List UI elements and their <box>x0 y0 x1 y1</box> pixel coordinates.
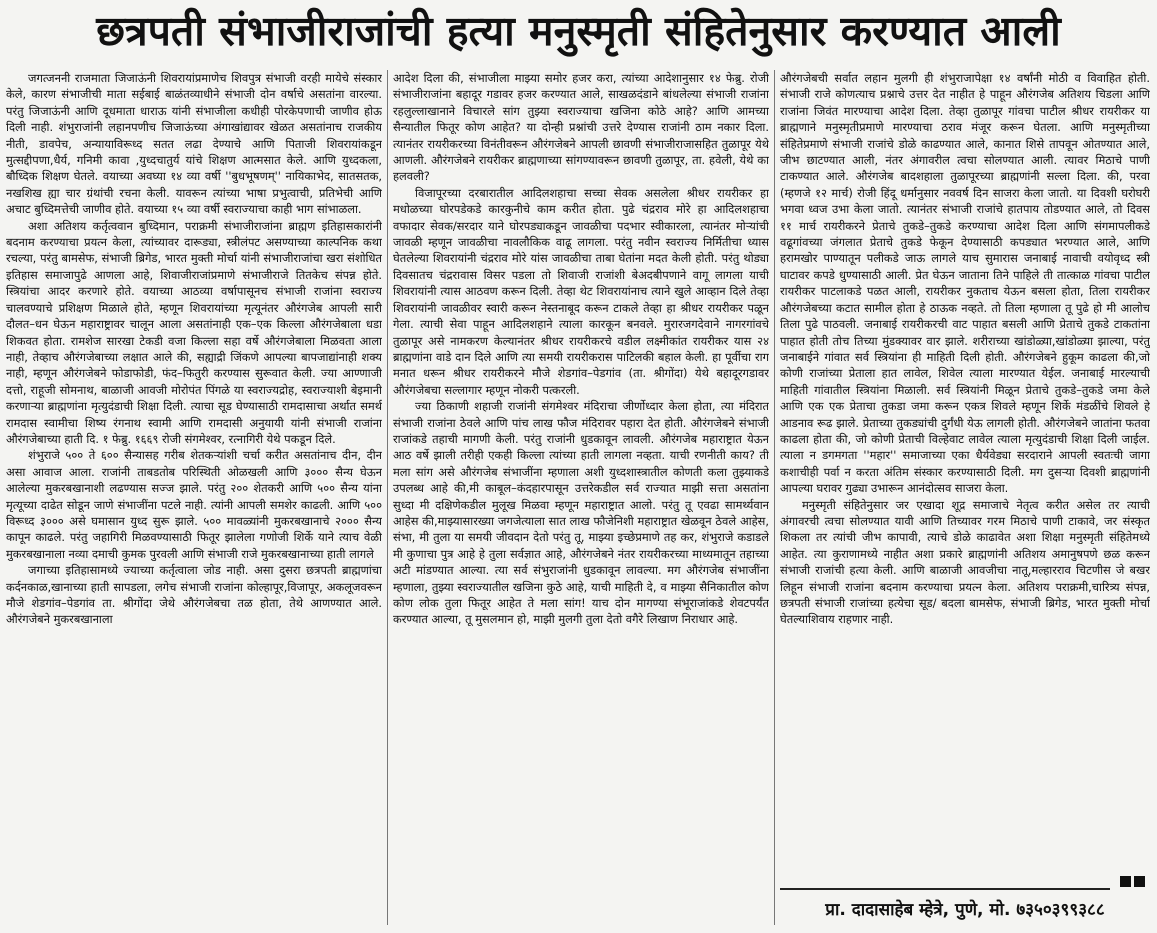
byline-rule <box>780 888 1110 890</box>
author-byline: प्रा. दादासाहेब म्हेत्रे, पुणे, मो. ७३५०३९९३८८ <box>825 900 1105 920</box>
paragraph: विजापूरच्या दरबारातील आदिलशहाचा सच्चा सेवक असलेला श्रीधर रायरीकर हा मधोळच्या घोरपडेकडे कारकुनीचे काम करीत होता. पुढे चंद्रराव मोरे हा आदिलशहाचा वफादार सेवक/सरदार याने घोरपड्याकडून जावळीचा पदभार स्वीकारला, त्यानंतर मोऱ्यांची जावळी म्हणून जावळीचा नावलौकिक वाढू लागला. परंतु नवीन स्वराज्य निर्मितीचा ध्यास घेतलेल्या शिवरायांनी चंद्रराव मोरे यांस जावळीचा ताबा घेतांना मदत केली होती. परंतु थोड्या दिवसातच चंद्ररावास विसर पडला तो शिवाजी राजांशी बेअदबीपणाने वागू लागला याची शिवरायांनी त्यास आठवण करून दिली. तेव्हा थेट शिवरायांनाच त्याने खुले आव्हान दिले तेव्हा शिवरायांनी जावळीवर स्वारी करून नेस्तनाबूद करून टाकले तेव्हा हा श्रीधर रायरीकर पळून गेला. त्याची सेवा पाहून आदिलशहाने त्याला कारकून बनवले. मुरारजगदेवाने नागरगांवचे तुळापूर असे नामकरण केल्यानंतर श्रीधर रायरीकरचे वडील लक्ष्मीकांत रायरीकर यास २४ ब्राह्मणांना वाडे दान दिले आणि त्या समयी रायरीकरास पाटिलकी बहाल केली. हा पूर्वीचा राग मनात धरून श्रीधर रायरीकरने मौजे शेडगांव–पेडगांव (ता. श्रीगोंदा) येथे बहादूरगडावर औरंगजेबचा सल्लागार म्हणून नोकरी पत्करली. <box>393 185 769 397</box>
end-mark <box>1120 876 1150 890</box>
article-column-1 <box>6 70 382 922</box>
paragraph: जगाच्या इतिहासामध्ये ज्याच्या कर्तृत्वाला जोड नाही. असा दुसरा छत्रपती ब्राह्मणांचा कर्दनकाळ,खानाच्या हाती सापडला, लगेच संभाजी राजांना कोल्हापूर,विजापूर, अकलूजवरून मौजे शेडगांव–पेडगांव ता. श्रीगोंदा जेथे औरंगजेबचा तळ होता, तेथे आणण्यात आले. औरंगजेबने मुकरबखानाला <box>6 563 382 627</box>
paragraph: शंभुराजे ५०० ते ६०० सैन्यासह गरीब शेतकऱ्यांशी चर्चा करीत असतांनाच दीन, दीन असा आवाज आला. राजांनी ताबडतोब परिस्थिती ओळखली आणि ३००० सैन्य घेऊन आलेल्या मुकरबखानाशी लढण्यास सज्ज झाले. परंतु २०० शेतकरी आणि ५०० सैन्य यांना मृत्यूच्या दाढेत सोडून जाणे संभाजींना पटले नाही. त्यांनी आपली समशेर काढली. आणि ५०० विरूध्द ३००० असे घमासान युध्द सुरू झाले. ५०० मावळ्यांनी मुकरबखानाचे २००० सैन्य कापून काढले. परंतु जहागिरी मिळवण्यासाठी फितूर झालेला गणोजी शिर्के याने त्याच वेळी मुकरबखानाला नव्या दमाची कुमक पुरवली आणि संभाजी राजे मुकरबखानाच्या हाती लागले <box>6 448 382 561</box>
paragraph: आदेश दिला की, संभाजीला माझ्या समोर हजर करा, त्यांच्या आदेशानुसार १४ फेब्रु. रोजी संभाजीराजांना बहादूर गडावर हजर करण्यात आले, साखळदंडाने बांधलेल्या संभाजी राजांना रहलुल्लाखानाने विचारले सांग तुझ्या स्वराज्याचा खजिना कोठे आहे? आणि आमच्या सैन्यातील फितूर कोण आहेत? या दोन्ही प्रश्नांची उत्तरे देण्यास राजांनी ठाम नकार दिला. त्यानंतर रायरीकरच्या विनंतीवरून औरंगजेबने आपली छावणी संभाजीराजासहित तुळापूर येथे आणली. औरंगजेबने रायरीकर ब्राह्मणाच्या सांगण्यावरून छावणी तुळापूर, ता. हवेली, येथे का हलवली? <box>393 71 769 184</box>
end-square <box>1120 876 1131 887</box>
paragraph: अशा अतिशय कर्तृत्ववान बुध्दिमान, पराक्रमी संभाजीराजांना ब्राह्मण इतिहासकारांनी बदनाम करण्याचा प्रयत्न केला, त्यांच्यावर दारूड्या, स्त्रीलंपट असण्याच्या काल्पनिक कथा रचल्या, परंतु बामसेफ, संभाजी ब्रिगेड, भारत मुक्ती मोर्चा यांनी संभाजीराजांचा खरा संशोधित इतिहास समाजापुढे आणला आहे, शिवाजीराजांप्रमाणे संभाजीराजे तितकेच संपन्न होते. स्त्रियांचा आदर करणारे होते. वयाच्या आठव्या वर्षापासूनच संभाजी राजांना स्वराज्य चालवण्याचे प्रशिक्षण मिळाले होते, म्हणून शिवरायांच्या मृत्यूनंतर औरंगजेब आपली सारी दौलत–धन घेऊन महाराष्ट्रावर चालून आला असतांनाही एक–एक किल्ला औरंगजेबाला धडा शिकवत होता. रामशेज सारखा टेकडी वजा किल्ला सहा वर्षे औरंगजेबाला मिळवता आला नाही, तेव्हाच औरंगजेबाच्या लक्षात आले की, सह्याद्री जिंकणे आपल्या बापजाद्यांनाही शक्य नाही, म्हणून औरंगजेबने फोडाफोडी, फंद–फितुरी करण्यास सुरूवात केली. ज्या आण्णाजी दत्तो, राहूजी सोमनाथ, बाळाजी आवजी मोरोपंत पिंगळे या स्वराज्यद्रोह, स्वराज्याशी बेइमानी करणाऱ्या ब्राह्मणांना मृत्युदंडाची शिक्षा दिली. त्याचा सूड घेण्यासाठी रामदासाचा अर्थात समर्थ रामदास स्वामीचा शिष्य रंगनाथ स्वामी आणि रामदासी अनुयायी यांनी संभाजी राजांना औरंगजेबाच्या हाती दि. १ फेब्रु. १६६९ रोजी संगमेश्वर, रत्नागिरी येथे पकडून दिले. <box>6 218 382 446</box>
article-column-3 <box>780 70 1150 880</box>
paragraph: औरंगजेबची सर्वात लहान मुलगी ही शंभुराजापेक्षा १४ वर्षांनी मोठी व विवाहित होती. संभाजी राजे कोणत्याच प्रश्नाचे उत्तर देत नाहीत हे पाहून औरंगजेब अतिशय चिडला आणि राजांना जिवंत मारण्याचा आदेश दिला. तेव्हा तुळापूर गांवचा पाटील श्रीधर रायरीकर या ब्राह्मणाने मनुस्मृतीप्रमाणे मारण्याचा ठराव मंजूर करून घेतला. आणि मनुस्मृतीच्या संहितेप्रमाणे संभाजी राजांचे डोळे काढण्यात आले, कानात शिसे तापवून ओतण्यात आले, जीभ छाटण्यात आली, नंतर अंगावरील त्वचा सोलण्यात आली. त्यावर मिठाचे पाणी टाकण्यात आले. औरंगजेब बादशहाला तुळापूरच्या ब्राह्मणांनी सल्ला दिला. की, परवा (म्हणजे १२ मार्च) रोजी हिंदू धर्मानुसार नववर्ष दिन साजरा केला जातो. या दिवशी घरोघरी भगवा ध्वज उभा केला जातो. त्यानंतर संभाजी राजांचे हातपाय तोडण्यात आले, तो दिवस ११ मार्च रायरीकरने प्रेताचे तुकडे–तुकडे करण्याचा आदेश दिला आणि संगमापलीकडे वढूगांवच्या जंगलात प्रेताचे तुकडे फेकून देण्यासाठी कपड्यात भरण्यात आले, आणि हरामखोर पाण्यातून पलीकडे जाऊ लागले याच सुमारास जनाबाई नावाची वयोवृध्द स्त्री घाटावर कपडे धुण्यासाठी आली. प्रेत घेऊन जाताना तिने पाहिले ती तात्काळ गांवचा पाटील रायरीकर पाटलाकडे पळत आली, रायरीकर नुकताच येऊन बसला होता, तिला रायरीकर औरंगजेबच्या कटात सामील होता हे ठाऊक नव्हते. तो तिला म्हणाला तू पुढे हो मी आलोच तिला पुढे पाठवली. जनाबाई रायरीकरची वाट पाहात बसली आणि प्रेताचे तुकडे टाकतांना पाहात होती तोच तिच्या मुंडक्यावर वार झाले. शरीराच्या खांडोळ्या,खांडोळ्या झाल्या, परंतु जनाबाईने गांवात सर्व स्त्रियांना ही माहिती दिली होती. औरंगजेबने हुकूम काढला की,जो कोणी राजांच्या प्रेताला हात लावेल, शिवेल त्याला मारण्यात येईल. जनाबाई मारल्याची माहिती गांवातील स्त्रियांना मिळाली. सर्व स्त्रियांनी मिळून प्रेताचे तुकडे–तुकडे जमा केले आणि एक एक प्रेताचा तुकडा जमा करून एकत्र शिवले म्हणून शिर्के मंडळींचे शिवले हे आडनाव रूढ झाले. प्रेताच्या तुकड्यांची दुर्गंधी येऊ लागली होती. औरंगजेबने जातांना फतवा काढला होता की, जो कोणी प्रेताची विल्हेवाट लावेल त्याला मृत्युदंडाची शिक्षा दिली जाईल. त्याला न डगमगता ''महार'' समाजाच्या एका धैर्यवेड्या सरदाराने आपली स्वतःची जागा कशाचीही पर्वा न करता अंतिम संस्कार करण्यासाठी दिली. मग दुसऱ्या दिवशी ब्राह्मणांनी आपल्या घरावर गुढ्या उभारून आनंदोत्सव साजरा केला. <box>780 71 1150 496</box>
paragraph: जगत्जननी राजमाता जिजाऊंनी शिवरायांप्रमाणेच शिवपुत्र संभाजी वरही मायेचे संस्कार केले, कारण संभाजीची माता सईबाई बाळंतव्याधीने संभाजी दोन वर्षाचे असतांना वारल्या. परंतु जिजाऊंनी आणि दूधमाता धाराऊ यांनी संभाजीला कधीही पोरकेपणाची जाणीव होऊ दिली नाही. शंभुराजांनी लहानपणीच जिजाऊंच्या अंगाखांद्यावर खेळत असतांनाच राजकीय नीती, डावपेच, अन्यायाविरूध्द सतत लढा देण्याचे आणि पिताजी शिवरायांकडून मुत्सद्दीपणा,धैर्य, गनिमी कावा ,युध्दचातुर्य यांचे शिक्षण आत्मसात केले. आणि युध्दकला, बौध्दिक शिक्षण घेतले. वयाच्या अवघ्या १४ व्या वर्षी ''बुधभूषणम्'' नायिकाभेद, सातसतक, नखशिख ह्या चार ग्रंथांची रचना केली. यावरून त्यांच्या भाषा प्रभुत्वाची, प्रतिभेची आणि अचाट बुध्दिमत्तेची जाणीव होते. वयाच्या १५ व्या वर्षी स्वराज्याचा काही भाग सांभाळला. <box>6 71 382 217</box>
column-divider <box>774 70 775 925</box>
column-divider <box>387 70 388 925</box>
article-column-2 <box>393 70 769 922</box>
paragraph: मनुस्मृती संहितेनुसार जर एखादा शूद्र समाजाचे नेतृत्व करीत असेल तर त्याची अंगावरची त्वचा सोलण्यात यावी आणि तिच्यावर गरम मिठाचे पाणी टाकावे, जर संस्कृत शिकला तर त्यांची जीभ कापावी, त्याचे डोळे काढावेत अशा शिक्षा मनुस्मृती संहितेमध्ये आहेत. त्या कुराणामध्ये नाहीत अशा प्रकारे ब्राह्मणांनी अतिशय अमानुषपणे छळ करून संभाजी राजांची हत्या केली. आणि बाळाजी आवजीचा नातू,मल्हारराव चिटणीस जे बखर लिहून संभाजी राजांना बदनाम करण्याचा प्रयत्न केला. अतिशय पराक्रमी,चारित्र्य संपन्न, छत्रपती संभाजी राजांच्या हत्येचा सूड/ बदला बामसेफ, संभाजी ब्रिगेड, भारत मुक्ती मोर्चा घेतल्याशिवाय राहणार नाही. <box>780 497 1150 627</box>
headline: छत्रपती संभाजीराजांची हत्या मनुस्मृती संहितेनुसार करण्यात आली <box>96 7 1061 55</box>
paragraph: ज्या ठिकाणी शहाजी राजांनी संगमेश्वर मंदिराचा जीर्णोध्दार केला होता, त्या मंदिरात संभाजी राजांना ठेवले आणि पांच लाख फौज मंदिरावर पहारा देत होती. औरंगजेबने संभाजी राजांकडे तहाची मागणी केली. परंतु राजांनी धुडकावून लावली. औरंगजेब महाराष्ट्रात येऊन आठ वर्षे झाली तरीही एकही किल्ला त्यांच्या हाती लागला नव्हता. याची रणनीती काय? ती मला सांग असे औरंगजेब संभाजींना म्हणाला अशी युध्दशास्त्रातील कोणती कला तुझ्याकडे उपलब्ध आहे की,मी काबूल–कंदहारपासून उत्तरेकडील सर्व राज्यात माझी सत्ता असतांना सुध्दा मी दक्षिणेकडील मुलूख मिळवा म्हणून महाराष्ट्रात आलो. परंतु तू एवढा सामर्थ्यवान आहेस की,माझ्यासारख्या जगजेत्याला सात लाख फौजेनिशी महाराष्ट्रात खेळवून ठेवले आहेस, संभा, मी तुला या समयी जीवदान देतो परंतु तू, माझ्या इच्छेप्रमाणे तह कर, शंभुराजे कडाडले मी कुणाचा पुत्र आहे हे तुला सर्वज्ञात आहे, औरंगजेबने नंतर रायरीकरच्या माध्यमातून तहाच्या अटी मांडण्यात आल्या. त्या सर्व संभुराजांनी धुडकावून लावल्या. मग औरंगजेब संभाजींना म्हणाला, तुझ्या स्वराज्यातील खजिना कुठे आहे, याची माहिती दे, व माझ्या सैनिकातील कोण कोण लोक तुला फितूर आहेत ते मला सांग! याच दोन मागण्या संभूराजांकडे शेवटपर्यंत करण्यात आल्या, तू मुसलमान हो, माझी मुलगी तुला देतो वगैरे लिखाण निराधार आहे. <box>393 399 769 627</box>
end-square <box>1134 876 1145 887</box>
